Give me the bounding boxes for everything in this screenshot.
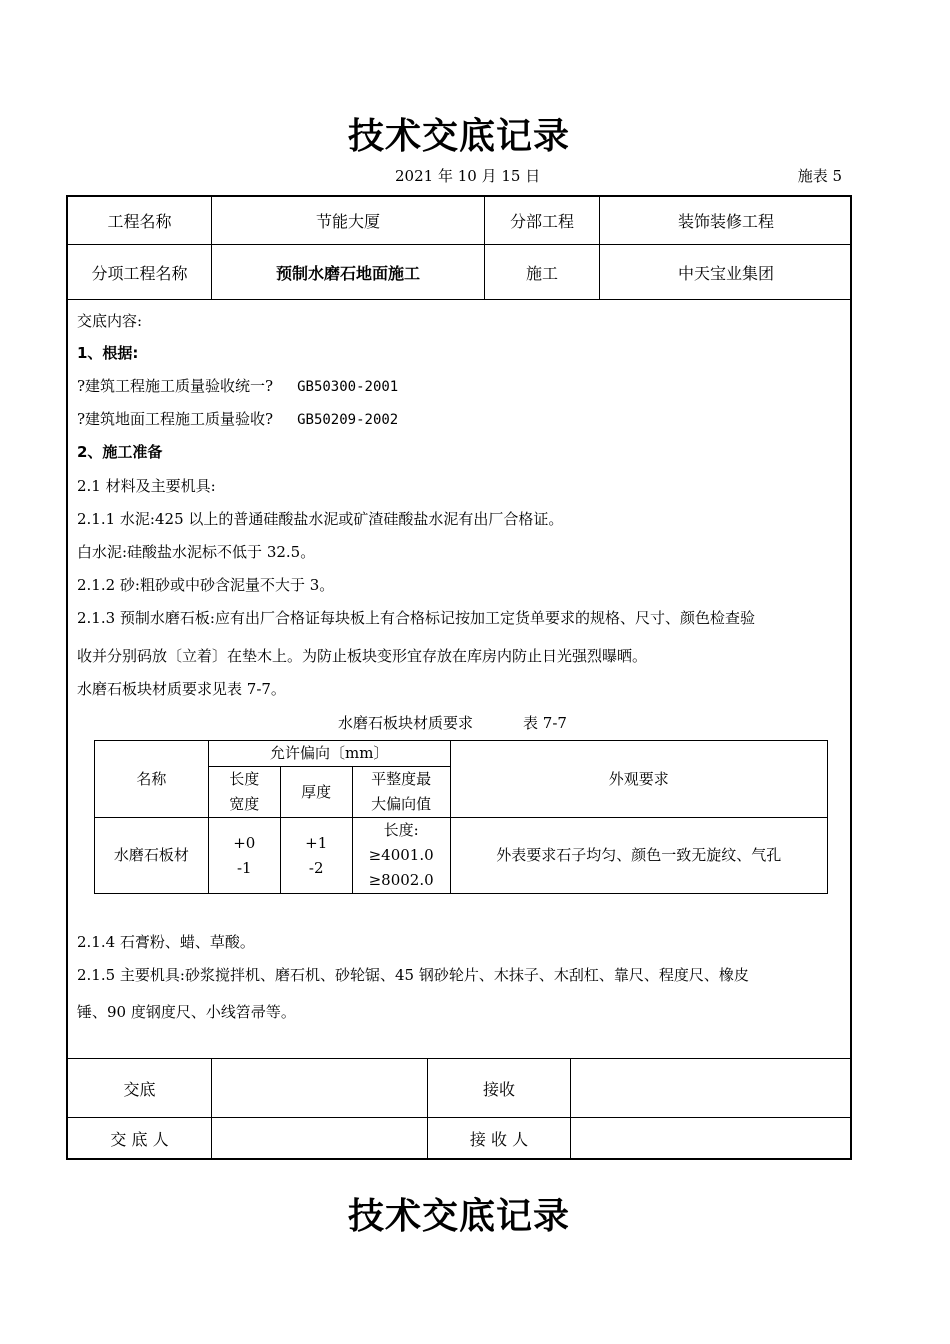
- spec-row-flatness-line2: ≥4001.0: [368, 846, 434, 864]
- next-page-title: 技术交底记录: [347, 1196, 570, 1237]
- standard-1: [77, 375, 398, 396]
- project-name-value: 节能大厦: [315, 212, 380, 231]
- para-white-cement: 白水泥:硅酸盐水泥标不低于 32.5。: [77, 543, 316, 561]
- standard-2: [77, 408, 398, 429]
- item-name-label: 分项工程名称: [91, 263, 188, 283]
- spec-row-appearance: 外表要求石子均匀、颜色一致无旋纹、气孔: [450, 818, 827, 894]
- spec-row-flatness-line3: ≥8002.0: [368, 871, 434, 889]
- para-2-1: 2.1 材料及主要机具:: [77, 477, 216, 495]
- spec-row-name: 水磨石板材: [95, 818, 209, 894]
- content-intro: 交底内容:: [77, 312, 143, 330]
- division-value: 装饰装修工程: [677, 212, 774, 231]
- construction-value: 中天宝业集团: [677, 263, 774, 283]
- para-2-1-3-line1: 2.1.3 预制水磨石板:应有出厂合格证每块板上有合格标记按加工定货单要求的规格、尺寸、颜色检查验: [77, 609, 755, 627]
- record-form: [66, 195, 852, 1160]
- standard-2-title: ?建筑地面工程施工质量验收?: [77, 410, 274, 428]
- standard-1-title: ?建筑工程施工质量验收统一?: [77, 377, 274, 395]
- basis-heading: 1、根据:: [77, 344, 139, 362]
- standard-2-code: GB50209-2002: [297, 412, 399, 428]
- para-2-1-4: 2.1.4 石膏粉、蜡、草酸。: [77, 933, 255, 951]
- spec-row-thickness-line1: +1: [305, 833, 328, 852]
- spec-col-flatness: [352, 767, 450, 818]
- spec-row-flatness: [352, 818, 450, 894]
- spec-col-name: 名称: [95, 741, 209, 818]
- page-title: 技术交底记录: [347, 116, 570, 157]
- spec-col-length-line2: 宽度: [229, 795, 260, 813]
- footer-col-divider: [211, 1058, 212, 1160]
- table-caption-title: 水磨石板块材质要求: [338, 714, 474, 732]
- record-date: 2021 年 10 月 15 日: [395, 167, 541, 185]
- construction-label: 施工: [525, 263, 558, 283]
- spec-col-appearance: 外观要求: [450, 741, 827, 818]
- footer-col-divider: [570, 1058, 571, 1160]
- item-name-value: 预制水磨石地面施工: [275, 263, 420, 283]
- spec-col-length: [208, 767, 280, 818]
- receive-label: 接收: [482, 1079, 515, 1099]
- standard-1-code: GB50300-2001: [297, 379, 399, 395]
- spec-col-flatness-line1: 平整度最: [371, 770, 432, 788]
- spec-row-thickness: [280, 818, 352, 894]
- table-caption-number: 表 7-7: [523, 714, 567, 732]
- receive-person-label: 接 收 人: [469, 1129, 529, 1149]
- spec-table: [94, 740, 828, 894]
- form-number: 施表 5: [797, 167, 842, 185]
- para-2-1-5-line1: 2.1.5 主要机具:砂浆搅拌机、磨石机、砂轮锯、45 钢砂轮片、木抹子、木刮杠、靠尺、程度尺、橡皮: [77, 966, 749, 984]
- spec-col-flatness-line2: 大偏向值: [371, 795, 432, 813]
- division-label: 分部工程: [509, 212, 574, 231]
- table-caption: [338, 712, 567, 733]
- para-2-1-3-line2: 收并分别码放〔立着〕在垫木上。为防止板块变形宜存放在库房内防止日光强烈曝晒。: [77, 647, 648, 665]
- row-divider: [68, 299, 850, 300]
- spec-row-length: [208, 818, 280, 894]
- spec-col-length-line1: 长度: [229, 770, 260, 788]
- spec-row-length-line2: -1: [236, 858, 252, 877]
- para-2-1-2: 2.1.2 砂:粗砂或中砂含泥量不大于 3。: [77, 576, 335, 594]
- para-2-1-1: 2.1.1 水泥:425 以上的普通硅酸盐水泥或矿渣硅酸盐水泥有出厂合格证。: [77, 510, 564, 528]
- spec-col-thickness: 厚度: [280, 767, 352, 818]
- handover-label: 交底: [123, 1079, 156, 1099]
- para-2-1-5-line2: 锤、90 度钢度尺、小线笤帚等。: [77, 1003, 296, 1021]
- spec-row-length-line1: +0: [233, 833, 256, 852]
- para-table-ref: 水磨石板块材质要求见表 7-7。: [77, 680, 286, 698]
- prep-heading: 2、施工准备: [77, 443, 163, 461]
- spec-col-tolerance: 允许偏向〔mm〕: [208, 741, 450, 767]
- spec-row-flatness-line1: 长度:: [383, 821, 419, 839]
- spec-row-thickness-line2: -2: [308, 858, 324, 877]
- project-name-label: 工程名称: [107, 212, 172, 231]
- handover-person-label: 交 底 人: [110, 1129, 169, 1149]
